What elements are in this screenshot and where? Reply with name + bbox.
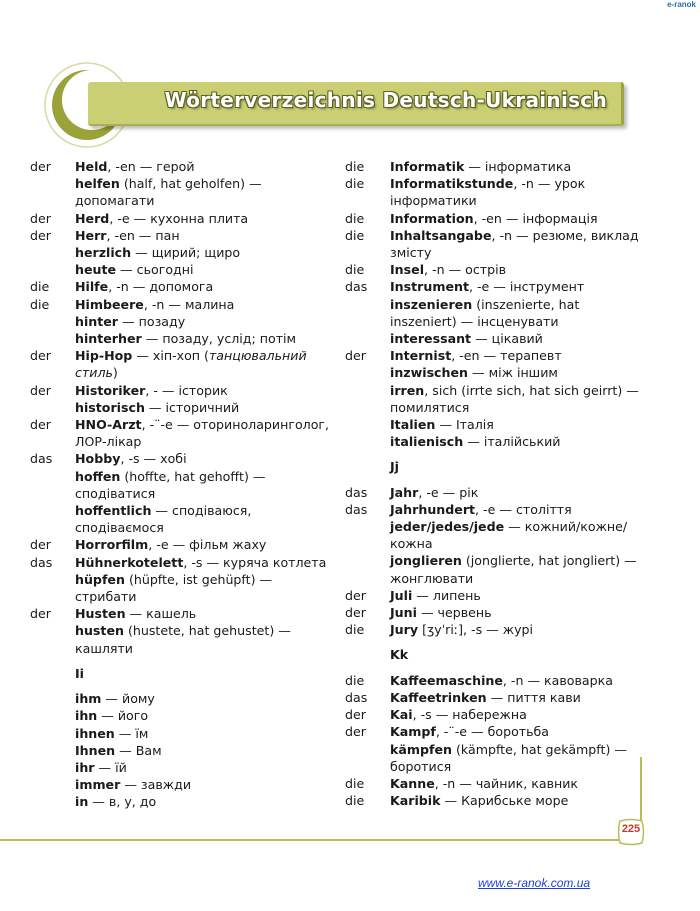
entry-body <box>75 330 330 347</box>
entry-translation: , -s — хобі <box>120 451 187 467</box>
entry-article: der <box>345 724 366 740</box>
entry-translation: , -¨-e — боротьба <box>435 724 550 740</box>
entry-article: der <box>30 537 51 553</box>
dictionary-entry <box>30 278 330 295</box>
entry-translation: , -n — малина <box>143 296 235 312</box>
entry-article <box>30 622 75 656</box>
entry-body <box>390 604 645 621</box>
entry-word: herzlich <box>75 245 132 261</box>
publisher-logo: e-ranok <box>667 0 696 9</box>
entry-translation: , -e — кухонна плита <box>109 210 249 226</box>
dictionary-entry <box>345 775 645 792</box>
page-number: 225 <box>621 823 641 835</box>
entry-word: immer <box>75 777 121 793</box>
entry-translation: — позаду <box>118 313 186 329</box>
entry-article: das <box>345 279 368 295</box>
entry-translation: — хіп-хоп ( <box>132 348 209 364</box>
entry-article <box>345 382 390 416</box>
entry-article <box>345 364 390 381</box>
entry-article <box>30 330 75 347</box>
entry-body <box>390 296 645 330</box>
entry-article <box>345 741 390 775</box>
entry-article <box>30 468 75 502</box>
entry-body <box>75 261 330 278</box>
entry-word: Hip-Hop <box>75 348 133 364</box>
entry-word: interessant <box>390 331 472 347</box>
dictionary-entry <box>30 261 330 278</box>
dictionary-entry <box>30 502 330 536</box>
entry-body <box>390 689 645 706</box>
entry-body <box>75 536 330 553</box>
dictionary-entry <box>345 792 645 809</box>
entry-translation: , -n — допомога <box>108 279 214 295</box>
entry-article: die <box>345 793 365 809</box>
dictionary-entry <box>345 433 645 450</box>
entry-article: der <box>345 587 366 603</box>
entry-body <box>75 759 330 776</box>
entry-body <box>390 330 645 347</box>
entry-article: der <box>345 348 366 364</box>
entry-translation: , -s — куряча котлета <box>183 554 327 570</box>
entry-article: das <box>345 484 368 500</box>
entry-body <box>390 792 645 809</box>
entry-body <box>75 278 330 295</box>
entry-article: das <box>30 554 53 570</box>
entry-word: Kaffeetrinken <box>390 689 487 705</box>
entry-word: helfen <box>75 176 120 192</box>
dictionary-entry <box>345 175 645 209</box>
dictionary-entry <box>30 793 330 810</box>
entry-word: in <box>75 794 89 810</box>
entry-article: die <box>345 210 365 226</box>
entry-article: der <box>30 210 51 226</box>
entry-translation: — Вам <box>115 742 162 758</box>
dictionary-entry <box>345 741 645 775</box>
entry-translation: — історичний <box>144 399 240 415</box>
entry-word: ihr <box>75 759 95 775</box>
dictionary-entry <box>30 330 330 347</box>
dictionary-entry <box>345 364 645 381</box>
entry-word: hüpfen <box>75 571 125 587</box>
entry-translation: — його <box>97 708 149 724</box>
entry-translation: (inszenierte, hat inszeniert) — інсценувати <box>390 296 580 329</box>
dictionary-entry <box>30 776 330 793</box>
entry-translation: — кашель <box>125 606 197 622</box>
entry-article <box>30 313 75 330</box>
entry-article <box>345 296 390 330</box>
entry-article: der <box>30 382 51 398</box>
entry-translation: (jonglierte, hat jongliert) — жонглювати <box>390 553 637 586</box>
entry-translation: [ʒyˈriː], -s — журі <box>418 622 534 638</box>
entry-word: Herr <box>75 227 107 243</box>
header-bar <box>88 82 624 126</box>
entry-word: Kanne <box>390 775 435 791</box>
entry-word: Hühnerkotelett <box>75 554 184 570</box>
entry-article: die <box>345 775 365 791</box>
entry-translation: — між іншим <box>468 365 558 381</box>
dictionary-entry <box>30 313 330 330</box>
entry-translation: (hoffte, hat gehofft) — сподіватися <box>75 468 266 501</box>
entry-article <box>30 261 75 278</box>
entry-article <box>30 175 75 209</box>
entry-article: der <box>30 606 51 622</box>
entry-word: jonglieren <box>390 553 462 569</box>
entry-article: die <box>345 672 365 688</box>
left-column <box>30 158 330 811</box>
entry-word: Husten <box>75 606 126 622</box>
dictionary-entry <box>30 296 330 313</box>
entry-article: die <box>345 262 365 278</box>
entry-body <box>390 227 645 261</box>
entry-translation: , -n — резюме, виклад змісту <box>390 227 639 261</box>
dictionary-entry <box>345 621 645 638</box>
entry-translation: — кожний/кожне/ кожна <box>390 519 628 552</box>
entry-translation: , -n — чайник, кавник <box>434 775 579 791</box>
dictionary-entry <box>345 484 645 501</box>
dictionary-entry <box>30 690 330 707</box>
entry-translation: — в, у, до <box>88 794 157 810</box>
entry-translation: — сподіваюся, сподіваємося <box>75 503 252 536</box>
entry-article <box>345 552 390 586</box>
entry-body <box>75 313 330 330</box>
dictionary-entry <box>345 227 645 261</box>
entry-word: hoffen <box>75 468 121 484</box>
entry-article <box>30 793 75 810</box>
entry-word: Kaffeemaschine <box>390 672 503 688</box>
dictionary-entry <box>345 672 645 689</box>
entry-body <box>390 501 645 518</box>
entry-translation: , -n — острів <box>424 262 507 278</box>
dictionary-entry <box>30 382 330 399</box>
dictionary-entry <box>30 468 330 502</box>
entry-body <box>75 468 330 502</box>
entry-translation: — Карибське море <box>440 793 569 809</box>
entry-translation: , -e — рік <box>418 484 479 500</box>
entry-article <box>30 571 75 605</box>
entry-body <box>75 502 330 536</box>
entry-word: inzwischen <box>390 365 468 381</box>
entry-article <box>345 330 390 347</box>
entry-body <box>75 450 330 467</box>
entry-translation: , -e — інструмент <box>469 279 585 295</box>
entry-translation: — йому <box>101 691 155 707</box>
entry-word: Himbeere <box>75 296 144 312</box>
entry-body <box>75 382 330 399</box>
entry-body <box>75 725 330 742</box>
entry-word: Juni <box>390 605 417 621</box>
entry-word: hinter <box>75 313 119 329</box>
entry-body <box>390 706 645 723</box>
entry-body <box>75 793 330 810</box>
entry-body <box>75 776 330 793</box>
entry-article <box>345 433 390 450</box>
entry-translation: , -e — століття <box>475 501 572 517</box>
entry-article <box>30 399 75 416</box>
entry-translation: , -en — терапевт <box>451 348 562 364</box>
entry-article <box>30 776 75 793</box>
entry-word: ihm <box>75 691 102 707</box>
dictionary-entry <box>30 210 330 227</box>
entry-body <box>390 775 645 792</box>
dictionary-entry <box>30 347 330 381</box>
entry-translation: — липень <box>412 587 481 603</box>
entry-article: der <box>30 227 51 243</box>
entry-article: die <box>345 176 365 192</box>
dictionary-entry <box>345 416 645 433</box>
entry-article <box>30 725 75 742</box>
entry-word: Karibik <box>390 793 441 809</box>
entry-translation: — їм <box>114 725 149 741</box>
dictionary-entry <box>30 742 330 759</box>
entry-translation: (hustete, hat gehustet) — кашляти <box>75 623 291 656</box>
entry-body <box>75 622 330 656</box>
entry-word: Herd <box>75 210 110 226</box>
entry-body <box>75 416 330 450</box>
entry-body <box>390 587 645 604</box>
entry-body <box>390 433 645 450</box>
entry-article: die <box>30 296 50 312</box>
entry-body <box>390 518 645 552</box>
dictionary-entry <box>345 587 645 604</box>
page-title: Wörterverzeichnis Deutsch-Ukrainisch <box>164 88 607 112</box>
entry-article: das <box>30 451 53 467</box>
entry-word: husten <box>75 623 124 639</box>
entry-translation: — інформатика <box>464 159 572 174</box>
entry-body <box>390 741 645 775</box>
entry-translation: , -s — набережна <box>412 707 527 723</box>
entry-body <box>390 621 645 638</box>
entry-article <box>30 244 75 261</box>
entry-word: Insel <box>390 262 425 278</box>
entry-note: танцювальний стиль <box>75 348 307 381</box>
entry-word: italienisch <box>390 434 464 450</box>
entry-word: Inhaltsangabe <box>390 227 492 243</box>
dictionary-entry <box>30 227 330 244</box>
entry-article <box>345 416 390 433</box>
entry-translation: , -¨-e — оториноларинголог, ЛОР-лікар <box>75 417 330 450</box>
entry-word: heute <box>75 262 117 278</box>
section-letter: Jj <box>390 459 400 475</box>
entry-body <box>75 399 330 416</box>
dictionary-entry <box>30 725 330 742</box>
dictionary-entry <box>30 759 330 776</box>
dictionary-entry <box>345 158 645 175</box>
entry-word: historisch <box>75 399 145 415</box>
entry-article: die <box>345 159 365 174</box>
entry-translation: (hüpfte, ist gehüpft) — стрибати <box>75 571 273 605</box>
dictionary-entry <box>30 605 330 622</box>
entry-article <box>30 690 75 707</box>
dictionary-entry <box>345 501 645 518</box>
dictionary-entry <box>345 706 645 723</box>
section-letter: Ii <box>75 665 85 681</box>
entry-word: Horrorfilm <box>75 537 149 553</box>
entry-body <box>390 347 645 364</box>
dictionary-entry <box>345 261 645 278</box>
entry-article: die <box>345 622 365 638</box>
entry-word: Hobby <box>75 451 121 467</box>
entry-word: irren <box>390 382 425 398</box>
dictionary-entry <box>30 536 330 553</box>
entry-translation: , -e — фільм жаху <box>148 537 267 553</box>
entry-translation: , - — історик <box>145 382 228 398</box>
entry-body <box>390 364 645 381</box>
entry-word: Jahr <box>390 484 419 500</box>
entry-body <box>390 382 645 416</box>
entry-article: das <box>345 689 368 705</box>
dictionary-entry <box>345 330 645 347</box>
entry-body <box>75 690 330 707</box>
entry-word: Held <box>75 159 108 174</box>
entry-body <box>390 278 645 295</box>
entry-tail: ) <box>112 365 118 381</box>
dictionary-entry <box>345 210 645 227</box>
entry-translation: — сьогодні <box>116 262 194 278</box>
entry-body <box>75 244 330 261</box>
entry-translation: — пиття кави <box>486 689 581 705</box>
entry-article: die <box>345 227 365 243</box>
entry-translation: — цікавий <box>471 331 543 347</box>
dictionary-entry <box>345 296 645 330</box>
entry-article: der <box>345 707 366 723</box>
entry-word: Instrument <box>390 279 469 295</box>
entry-body <box>390 416 645 433</box>
entry-word: jeder/jedes/jede <box>390 519 505 535</box>
dictionary-entry <box>345 518 645 552</box>
dictionary-entry <box>30 416 330 450</box>
entry-body <box>75 571 330 605</box>
entry-word: ihn <box>75 708 98 724</box>
entry-article: der <box>30 417 51 433</box>
entry-body <box>390 261 645 278</box>
entry-body <box>390 552 645 586</box>
entry-body <box>75 707 330 724</box>
entry-word: Historiker <box>75 382 146 398</box>
entry-translation: , sich (irrte sich, hat sich geirrt) — помилятися <box>390 382 639 415</box>
entry-body <box>390 723 645 740</box>
dictionary-entry <box>345 723 645 740</box>
entry-translation: — їй <box>94 759 127 775</box>
dictionary-entry <box>30 175 330 209</box>
entry-body <box>390 210 645 227</box>
entry-word: Jahrhundert <box>390 501 476 517</box>
entry-translation: (half, hat geholfen) — допомагати <box>75 176 262 209</box>
entry-word: hoffentlich <box>75 503 152 519</box>
entry-article <box>345 518 390 552</box>
dictionary-entry <box>30 158 330 175</box>
entry-translation: — Італія <box>435 417 494 433</box>
entry-body <box>390 672 645 689</box>
entry-article <box>30 707 75 724</box>
entry-word: inszenieren <box>390 296 473 312</box>
entry-translation: , -en — герой <box>107 159 195 174</box>
entry-article: der <box>345 605 366 621</box>
entry-word: Information <box>390 210 474 226</box>
entry-translation: , -n — кавоварка <box>502 672 613 688</box>
entry-body <box>390 158 645 175</box>
entry-article <box>30 759 75 776</box>
dictionary-entry <box>345 347 645 364</box>
entry-article: das <box>345 501 368 517</box>
entry-translation: — червень <box>416 605 492 621</box>
entry-word: Ihnen <box>75 742 116 758</box>
entry-word: Internist <box>390 348 452 364</box>
dictionary-entry <box>345 689 645 706</box>
dictionary-entry <box>345 382 645 416</box>
bottom-rule <box>0 839 640 841</box>
entry-translation: , -en — інформація <box>473 210 598 226</box>
entry-word: hinterher <box>75 331 142 347</box>
entry-word: HNO-Arzt <box>75 417 142 433</box>
entry-translation: (kämpfte, hat gekämpft) — боротися <box>390 741 627 774</box>
entry-article: der <box>30 348 51 364</box>
dictionary-entry <box>30 571 330 605</box>
entry-word: Kai <box>390 707 413 723</box>
entry-word: Jury <box>390 622 419 638</box>
entry-body <box>75 347 330 381</box>
dictionary-entry <box>345 278 645 295</box>
entry-word: kämpfen <box>390 741 452 757</box>
entry-word: Juli <box>390 587 413 603</box>
right-column <box>345 158 645 809</box>
entry-body <box>75 605 330 622</box>
entry-body <box>75 742 330 759</box>
entry-translation: — італійський <box>463 434 561 450</box>
dictionary-entry <box>30 554 330 571</box>
entry-article <box>30 742 75 759</box>
entry-body <box>75 210 330 227</box>
entry-word: Informatikstunde <box>390 176 514 192</box>
footer-website-link[interactable]: www.e-ranok.com.ua <box>478 876 591 890</box>
entry-word: Italien <box>390 417 436 433</box>
entry-body <box>75 227 330 244</box>
entry-translation: — щирий; щиро <box>131 245 241 261</box>
entry-translation: , -en — пан <box>106 227 180 243</box>
entry-article: der <box>30 159 51 174</box>
entry-body <box>75 158 330 175</box>
dictionary-entry <box>30 399 330 416</box>
entry-translation: , -n — урок інформатики <box>390 176 586 209</box>
dictionary-entry <box>30 622 330 656</box>
dictionary-entry <box>30 244 330 261</box>
entry-word: Hilfe <box>75 279 109 295</box>
entry-translation: — позаду, услід; потім <box>141 331 297 347</box>
entry-body <box>75 175 330 209</box>
section-letter: Kk <box>390 647 409 663</box>
entry-body <box>390 484 645 501</box>
entry-word: Informatik <box>390 159 465 174</box>
entry-body <box>75 296 330 313</box>
entry-word: ihnen <box>75 725 115 741</box>
entry-word: Kampf <box>390 724 436 740</box>
entry-body <box>75 554 330 571</box>
dictionary-entry <box>30 707 330 724</box>
dictionary-entry <box>345 604 645 621</box>
entry-article: die <box>30 279 50 295</box>
dictionary-entry <box>30 450 330 467</box>
entry-translation: — завжди <box>120 777 192 793</box>
entry-article <box>30 502 75 536</box>
entry-body <box>390 175 645 209</box>
dictionary-entry <box>345 552 645 586</box>
